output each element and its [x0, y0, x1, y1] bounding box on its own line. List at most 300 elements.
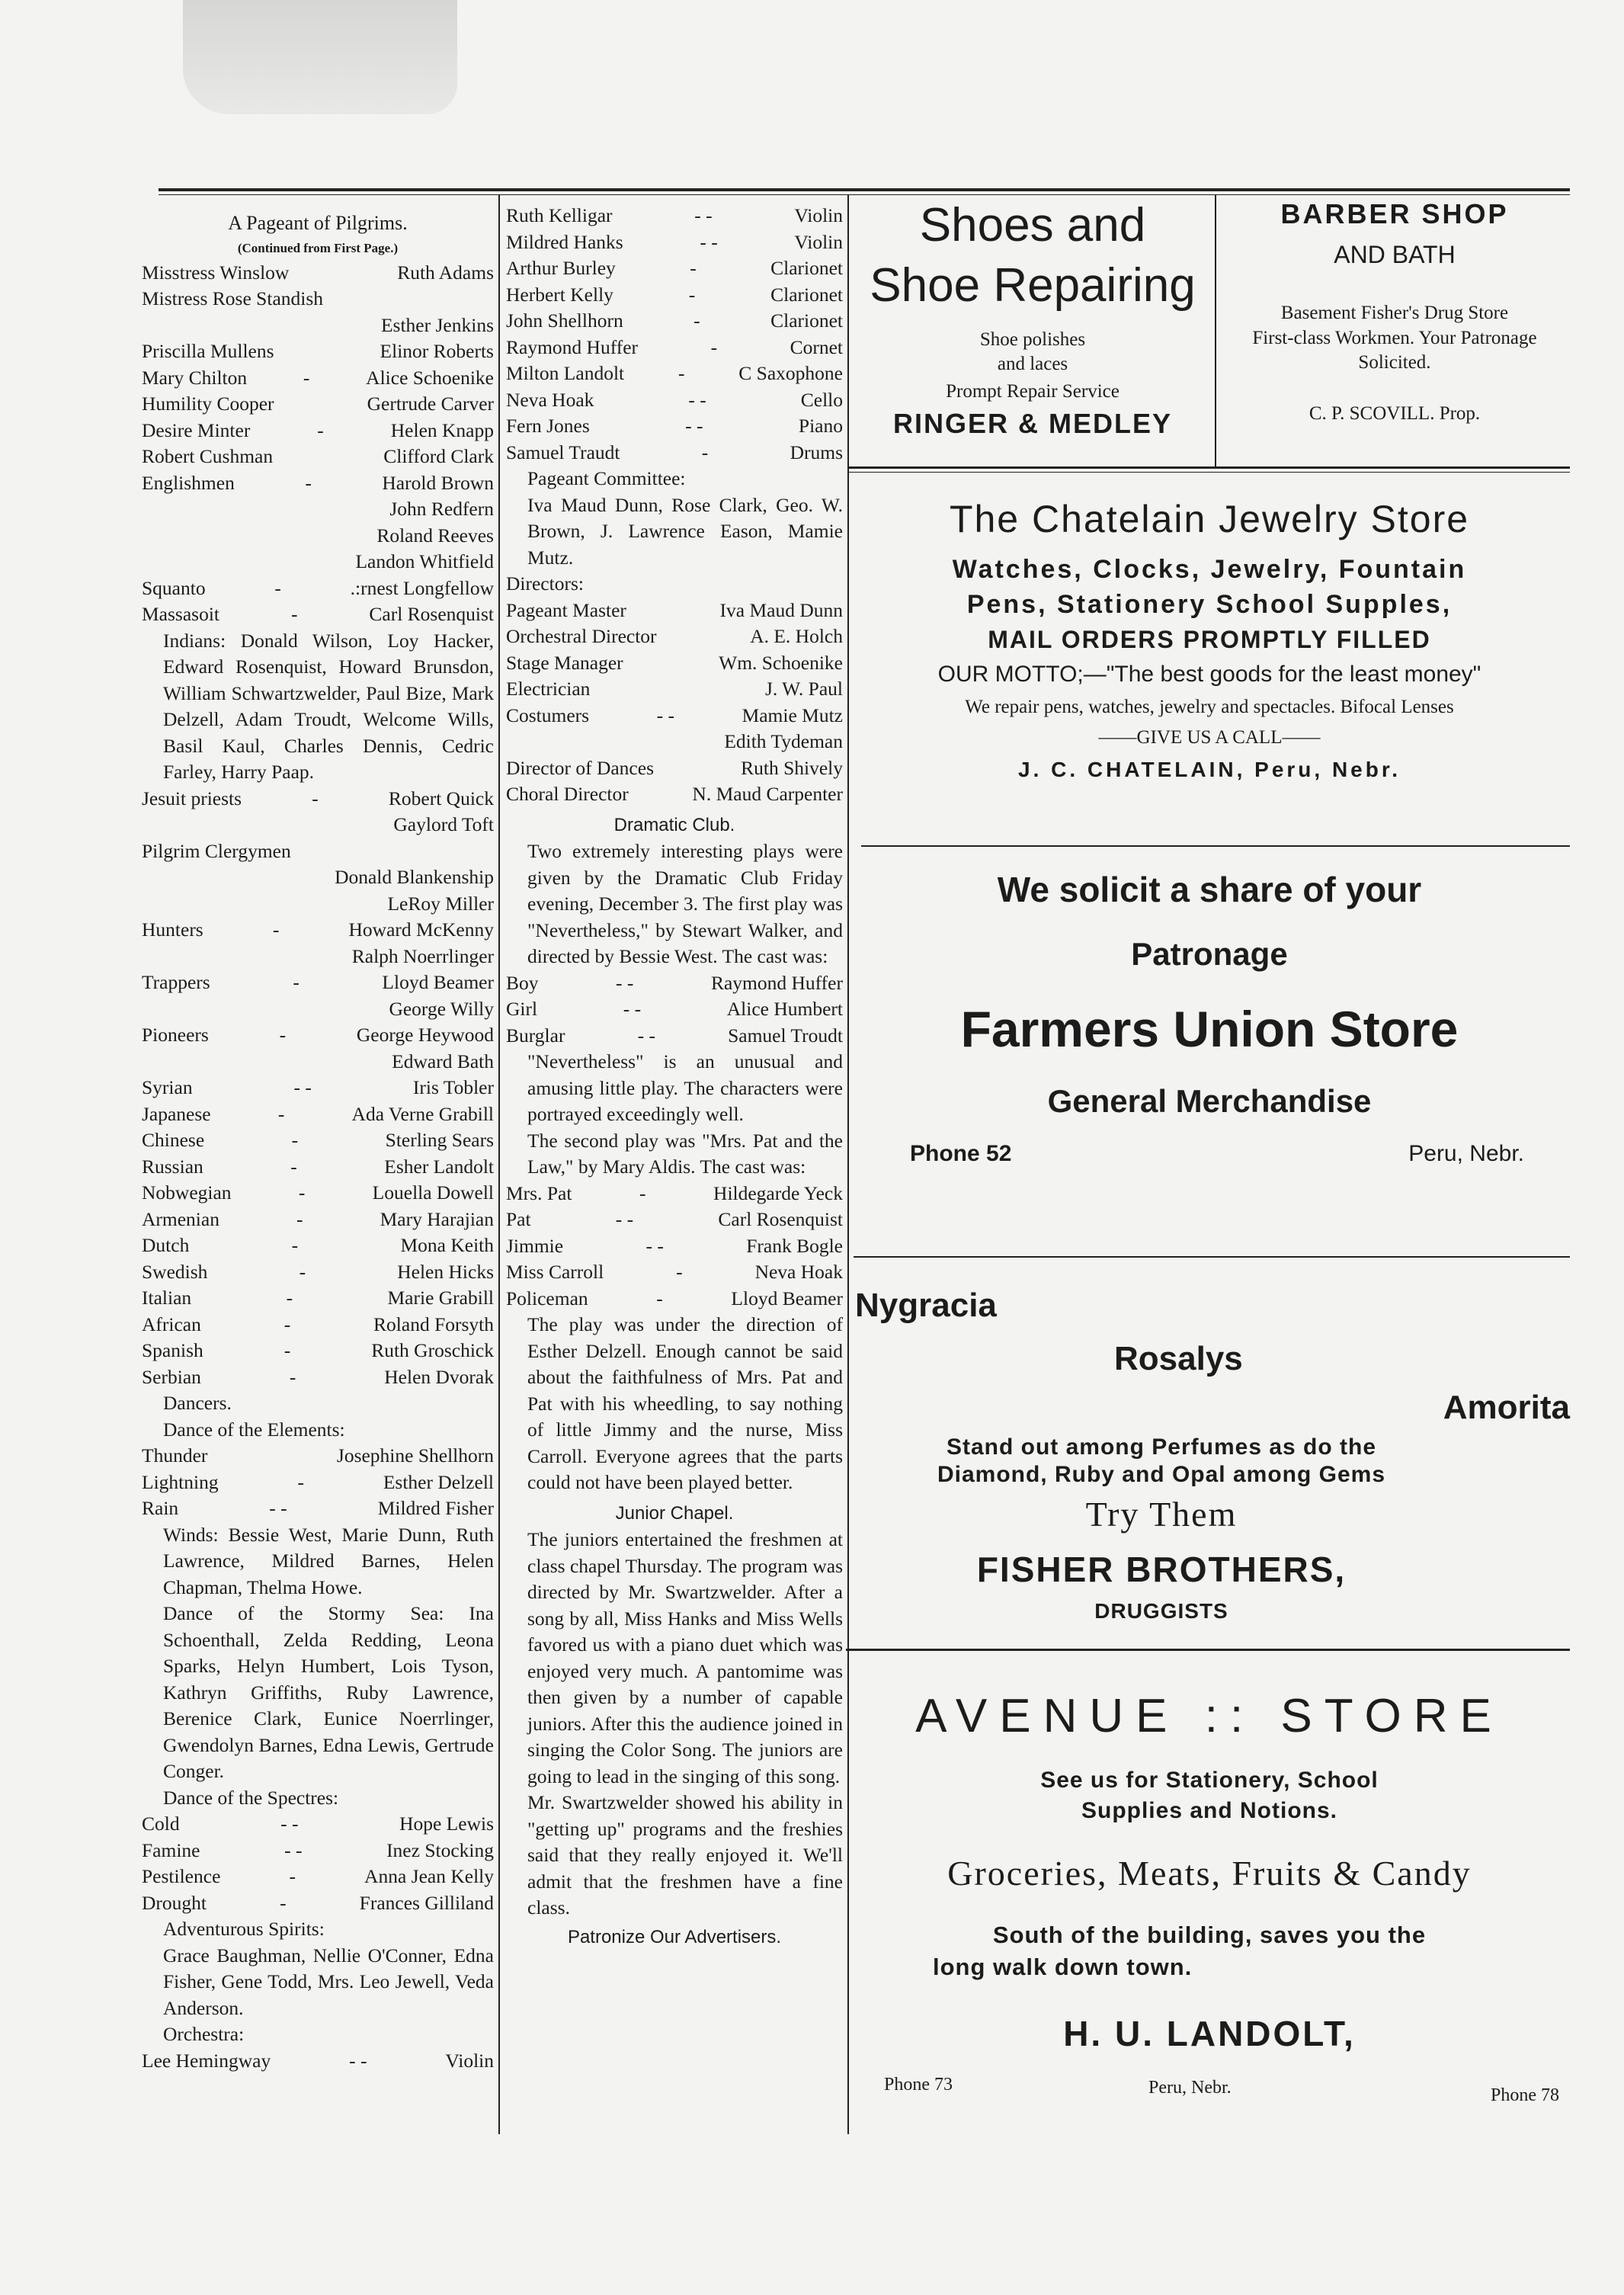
cast-role: Lightning [142, 1470, 219, 1493]
cast-role: Englishmen [142, 471, 235, 494]
cast-actor: Violin [445, 2049, 494, 2072]
cast-row [506, 729, 843, 755]
cast-row [142, 1180, 494, 1207]
cast-actor: Mary Harajian [380, 1207, 494, 1230]
cast-actor: Edith Tydeman [724, 730, 843, 752]
cast-dash: - [656, 1287, 663, 1309]
cast-actor: Cornet [790, 335, 843, 358]
cast-dash [274, 338, 380, 365]
cast-row [506, 650, 843, 677]
ad-divider-vertical [1215, 194, 1216, 467]
cast-dash [142, 313, 381, 339]
cast-role: Thunder [142, 1444, 208, 1466]
pageant-cast-list-2 [142, 786, 494, 1391]
cast-actor: Hildegarde Yeck [713, 1181, 843, 1204]
cast-dash: - [710, 335, 718, 358]
committee-text: Iva Maud Dunn, Rose Clark, Geo. W. Brown, J. Lawrence Eason, Mamie Mutz. [527, 493, 843, 569]
cast-actor: Lloyd Beamer [382, 971, 494, 993]
orchestra-heading: Orchestra: [163, 2023, 245, 2045]
cast-dash [590, 676, 765, 703]
nevertheless-cast [506, 970, 843, 1050]
shoes-title-2: Shoe Repairing [870, 259, 1196, 312]
pageant-cast-list [142, 260, 494, 628]
chatelain-ad [849, 494, 1570, 787]
mrs-pat-cast [506, 1181, 843, 1313]
cast-row [506, 623, 843, 650]
cast-row [142, 1811, 494, 1838]
avenue-place: Peru, Nebr. [1148, 2078, 1232, 2098]
cast-actor: Iris Tobler [412, 1076, 494, 1098]
directors-heading: Directors: [506, 572, 584, 595]
orchestra-list [506, 203, 843, 466]
cast-role: Boy [506, 971, 539, 994]
cast-role: Drought [142, 1891, 207, 1914]
cast-row [142, 1154, 494, 1181]
cast-role: Pestilence [142, 1865, 221, 1887]
cast-role: Burglar [506, 1024, 565, 1047]
dramatic-paragraph-4: The play was under the direction of Esther Delzell. Enough cannot be said about the faithfulness of Mrs. Pat and Pat with his wheedling, to say nothing of little Jimmy and the nurse, Miss Carroll. Everyone agrees that the parts could not have been played better. [527, 1313, 843, 1493]
cast-role: Lee Hemingway [142, 2049, 271, 2072]
cast-dash: - [279, 1024, 287, 1046]
cast-row [506, 598, 843, 624]
cast-actor: Clarionet [770, 309, 843, 332]
cast-role: Squanto [142, 576, 206, 599]
cast-row [142, 891, 494, 918]
cast-row [506, 203, 843, 229]
cast-dash: - [677, 362, 685, 384]
cast-dash: - [693, 309, 700, 332]
cast-role: Miss Carroll [506, 1261, 604, 1283]
cast-dash [142, 864, 335, 891]
cast-row [142, 1864, 494, 1890]
cast-role: Pioneers [142, 1024, 209, 1046]
cast-dash: - [280, 1891, 287, 1914]
cast-role: Serbian [142, 1365, 201, 1388]
cast-row [506, 970, 843, 997]
cast-actor: Ruth Groschick [371, 1339, 494, 1361]
ad-rule-4 [846, 1649, 1570, 1651]
barber-sub: AND BATH [1334, 241, 1456, 268]
cast-dash: - - [656, 704, 674, 726]
cast-role: Dutch [142, 1234, 190, 1256]
cast-row [142, 575, 494, 602]
cast-role: John Shellhorn [506, 309, 623, 332]
avenue-groceries: Groceries, Meats, Fruits & Candy [947, 1854, 1472, 1893]
cast-row [506, 1286, 843, 1313]
cast-actor: Donald Blankenship [335, 866, 494, 888]
patronize-notice: Patronize Our Advertisers. [567, 1926, 782, 1947]
cast-row [142, 970, 494, 996]
cast-dash [142, 549, 355, 575]
farmers-line-1: We solicit a share of your [997, 870, 1422, 909]
shoes-title-1: Shoes and [919, 199, 1146, 252]
cast-row [142, 917, 494, 944]
amorita: Amorita [1443, 1389, 1570, 1426]
cast-dash: - - [349, 2049, 367, 2072]
cast-dash [142, 891, 387, 918]
cast-dash [323, 286, 494, 313]
avenue-line-1: See us for Stationery, School [1040, 1768, 1379, 1793]
cast-dash: - [305, 471, 312, 494]
cast-actor: Mildred Fisher [377, 1497, 494, 1519]
cast-row [142, 549, 494, 575]
cast-dash [142, 944, 352, 970]
cast-dash: - [639, 1181, 646, 1204]
cast-role: Stage Manager [506, 651, 623, 674]
cast-dash: - [290, 1155, 297, 1178]
pageant-title: A Pageant of Pilgrims. [228, 212, 408, 234]
avenue-title: AVENUE :: STORE [915, 1690, 1504, 1742]
cast-role: Famine [142, 1838, 200, 1861]
cast-actor: A. E. Holch [750, 625, 843, 647]
cast-row [142, 365, 494, 392]
chatelain-motto: OUR MOTTO;—"The best goods for the least money" [937, 662, 1481, 687]
cast-row [142, 812, 494, 838]
cast-role: Milton Landolt [506, 362, 625, 384]
cast-actor: Neva Hoak [754, 1261, 843, 1283]
cast-dash: - - [284, 1838, 303, 1861]
cast-role: Girl [506, 998, 538, 1020]
avenue-phone-right: Phone 78 [1491, 2085, 1559, 2105]
cast-actor: .:rnest Longfellow [350, 576, 494, 599]
pageant-continued: (Continued from First Page.) [237, 240, 399, 255]
dramatic-club-title: Dramatic Club. [613, 814, 735, 835]
cast-actor: Clarionet [770, 257, 843, 279]
cast-row [142, 1443, 494, 1470]
cast-dash: - [690, 257, 697, 279]
scan-shadow [183, 0, 457, 114]
cast-actor: Inez Stocking [386, 1838, 494, 1861]
cast-row [142, 786, 494, 813]
fisher-sub: DRUGGISTS [1094, 1599, 1228, 1623]
adventurous-heading: Adventurous Spirits: [163, 1918, 325, 1940]
dramatic-paragraph-2: "Nevertheless" is an unusual and amusing little play. The characters were portrayed exceedingly well. [527, 1050, 843, 1125]
directors-list [506, 598, 843, 808]
cast-actor: Piano [798, 415, 843, 437]
cast-actor: Hope Lewis [399, 1813, 494, 1835]
cast-dash: - [291, 1234, 299, 1256]
cast-role: Electrician [506, 678, 591, 700]
cast-role: Hunters [142, 918, 203, 941]
cast-role: Herbert Kelly [506, 283, 613, 306]
cast-role: Jimmie [506, 1234, 564, 1257]
cast-actor: Roland Reeves [376, 524, 494, 547]
cast-actor: Roland Forsyth [373, 1313, 494, 1335]
cast-role: Swedish [142, 1260, 208, 1283]
cast-actor: Iva Maud Dunn [719, 598, 843, 621]
fisher-name: FISHER BROTHERS, [976, 1550, 1347, 1589]
cast-actor: George Heywood [356, 1024, 494, 1046]
cast-actor: Marie Grabill [387, 1287, 494, 1309]
cast-row [142, 260, 494, 287]
fisher-line-2: Diamond, Ruby and Opal among Gems [937, 1462, 1386, 1487]
cast-actor: Gaylord Toft [393, 813, 494, 835]
cast-row [506, 996, 843, 1023]
cast-dash: - [312, 787, 319, 809]
cast-role: Choral Director [506, 783, 629, 805]
cast-dash: - [676, 1261, 683, 1283]
avenue-south-1: South of the building, saves you the [992, 1922, 1427, 1948]
cast-row [142, 1022, 494, 1049]
cast-dash: - [701, 441, 709, 463]
cast-dash [506, 729, 724, 755]
cast-row [142, 1127, 494, 1154]
cast-actor: Ada Verne Grabill [351, 1102, 494, 1125]
cast-dash [274, 391, 367, 418]
cast-row [142, 1259, 494, 1286]
cast-actor: LeRoy Miller [387, 892, 494, 915]
avenue-line-2: Supplies and Notions. [1081, 1798, 1337, 1823]
cast-dash [654, 755, 741, 782]
chatelain-line-2: Pens, Stationery School Supples, [966, 590, 1453, 619]
cast-dash [142, 523, 376, 550]
cast-actor: Ruth Adams [397, 261, 494, 284]
cast-dash: - [317, 418, 324, 441]
cast-row [142, 1338, 494, 1364]
cast-row [142, 286, 494, 313]
cast-actor: Wm. Schoenike [719, 651, 843, 674]
cast-dash [142, 1049, 392, 1075]
chatelain-call: ——GIVE US A CALL—— [1098, 727, 1321, 748]
cast-row [142, 601, 494, 628]
cast-actor: Helen Knapp [390, 418, 494, 441]
cast-dash: - - [685, 415, 703, 437]
middle-column [506, 203, 843, 1950]
cast-dash [657, 623, 751, 650]
barber-proprietor: C. P. SCOVILL. Prop. [1308, 403, 1481, 424]
cast-actor: Carl Rosenquist [369, 603, 494, 625]
cast-row [142, 996, 494, 1023]
cast-actor: Clarionet [770, 283, 843, 306]
shoes-sub-1: Shoe polishes [979, 329, 1086, 350]
cast-role: Neva Hoak [506, 388, 594, 411]
cast-dash: - [286, 1287, 293, 1309]
cast-actor: Josephine Shellhorn [336, 1444, 494, 1466]
chatelain-title: The Chatelain Jewelry Store [949, 498, 1470, 540]
cast-role: Rain [142, 1497, 179, 1519]
cast-role: Humility Cooper [142, 393, 274, 415]
cast-actor: Drums [790, 441, 843, 463]
cast-dash: - [688, 283, 696, 306]
cast-dash: - [299, 1260, 306, 1283]
cast-dash [273, 444, 383, 470]
nygracia: Nygracia [855, 1287, 997, 1324]
cast-actor: Edward Bath [392, 1050, 494, 1072]
cast-role: Nobwegian [142, 1181, 232, 1204]
cast-actor: Ralph Noerrlinger [351, 944, 494, 967]
farmers-ad [849, 865, 1570, 1179]
shoes-sub-3: Prompt Repair Service [946, 381, 1120, 402]
cast-dash: - [283, 1313, 291, 1335]
cast-row [142, 1890, 494, 1917]
fisher-try: Try Them [1085, 1495, 1238, 1534]
cast-role: Raymond Huffer [506, 335, 639, 358]
cast-actor: Alice Schoenike [366, 366, 494, 389]
cast-dash [626, 598, 720, 624]
cast-actor: Frank Bogle [746, 1234, 843, 1257]
cast-role: Cold [142, 1813, 180, 1835]
cast-role: Desire Minter [142, 418, 251, 441]
avenue-contact [849, 2075, 1570, 2105]
avenue-phone-left: Phone 73 [884, 2075, 953, 2095]
cast-row [142, 444, 494, 470]
ad-rule-2 [861, 845, 1570, 847]
cast-role: Massasoit [142, 603, 219, 625]
top-rule [159, 188, 1570, 191]
stormy-sea-text: Dance of the Stormy Sea: Ina Schoenthall, Zelda Redding, Leona Sparks, Helyn Humbert, Lois Tyson, Kathryn Griffiths, Ruby Lawrence, Berenice Clark, Eunice Noerrlinger, Gwendolyn Barnes, Edna Lewis, Gertrude Conger. [163, 1602, 494, 1782]
cast-role: Chinese [142, 1129, 205, 1151]
chatelain-line-3: MAIL ORDERS PROMPTLY FILLED [988, 626, 1431, 653]
cast-row [142, 1470, 494, 1496]
cast-actor: Violin [794, 204, 843, 226]
cast-row [506, 387, 843, 414]
cast-dash: - [298, 1181, 306, 1204]
cast-role: Ruth Kelligar [506, 204, 613, 226]
cast-actor: Raymond Huffer [710, 971, 843, 994]
cast-dash: - [303, 366, 310, 389]
cast-row [142, 391, 494, 418]
junior-chapel-title: Junior Chapel. [615, 1502, 734, 1524]
cast-dash: - - [688, 388, 706, 411]
cast-dash: - [289, 1865, 296, 1887]
cast-dash [623, 650, 719, 677]
cast-actor: Esther Delzell [383, 1470, 494, 1493]
cast-row [142, 1364, 494, 1391]
cast-row [142, 1838, 494, 1864]
ad-rule-1b [849, 472, 1570, 473]
cast-actor: J. W. Paul [764, 678, 843, 700]
cast-role: Jesuit priests [142, 787, 242, 809]
pageant-column [142, 210, 494, 2074]
cast-row [142, 470, 494, 497]
cast-row [506, 676, 843, 703]
committee-heading: Pageant Committee: [527, 467, 686, 489]
cast-actor: Helen Dvorak [384, 1365, 494, 1388]
chatelain-line-1: Watches, Clocks, Jewelry, Fountain [952, 555, 1467, 584]
cast-row [142, 1285, 494, 1312]
cast-row [142, 418, 494, 444]
cast-row [142, 523, 494, 550]
cast-role: Syrian [142, 1076, 193, 1098]
cast-role: Mistress Rose Standish [142, 287, 324, 309]
cast-role: Director of Dances [506, 756, 654, 779]
cast-row [506, 703, 843, 729]
cast-dash [207, 1443, 337, 1470]
column-divider-1 [498, 194, 500, 2134]
cast-row [142, 1101, 494, 1128]
cast-actor: Gertrude Carver [367, 393, 494, 415]
shoes-ad [854, 197, 1212, 441]
cast-actor: Howard McKenny [348, 918, 494, 941]
cast-row [142, 1495, 494, 1522]
cast-dash: - [297, 1470, 304, 1493]
cast-dash: - [290, 603, 298, 625]
cast-role: Misstress Winslow [142, 261, 290, 284]
cast-dash: - - [615, 1208, 634, 1230]
pageant-dancers: Dancers. [163, 1392, 232, 1414]
cast-role: Robert Cushman [142, 445, 274, 467]
cast-actor: Clifford Clark [383, 445, 494, 467]
cast-dash: - - [616, 971, 634, 994]
adventurous-text: Grace Baughman, Nellie O'Conner, Edna Fisher, Gene Todd, Mrs. Leo Jewell, Veda Anderson. [163, 1944, 494, 2019]
cast-actor: Mamie Mutz [742, 704, 843, 726]
cast-row [506, 255, 843, 282]
cast-row [506, 413, 843, 440]
cast-row [142, 864, 494, 891]
spectres-list [142, 1811, 494, 1916]
cast-row [506, 1023, 843, 1050]
cast-role: Orchestral Director [506, 625, 657, 647]
cast-actor: Robert Quick [388, 787, 494, 809]
rosalys: Rosalys [1114, 1340, 1243, 1377]
cast-row [506, 781, 843, 808]
shoes-business-name: RINGER & MEDLEY [892, 408, 1173, 439]
avenue-ad [849, 1684, 1570, 2105]
cast-dash: - - [637, 1024, 655, 1047]
cast-dash: - [289, 1365, 296, 1388]
cast-dash: - - [645, 1234, 664, 1257]
chatelain-name: J. C. CHATELAIN, Peru, Nebr. [1018, 758, 1401, 781]
farmers-phone: Phone 52 [910, 1141, 1012, 1166]
cast-row [142, 496, 494, 523]
farmers-title: Farmers Union Store [960, 1001, 1459, 1057]
cast-actor: Landon Whitfield [355, 550, 494, 572]
cast-role: Trappers [142, 971, 210, 993]
cast-role: Armenian [142, 1207, 219, 1230]
cast-actor: Harold Brown [382, 471, 494, 494]
cast-role: Fern Jones [506, 415, 590, 437]
avenue-owner: H. U. LANDOLT, [1063, 2014, 1356, 2053]
cast-role: Mrs. Pat [506, 1181, 572, 1204]
cast-dash: - - [700, 230, 718, 253]
cast-row [506, 440, 843, 466]
cast-dash [289, 260, 397, 287]
cast-row [506, 308, 843, 335]
cast-dash [629, 781, 693, 808]
cast-dash: - [274, 576, 281, 599]
cast-row [142, 1232, 494, 1259]
dramatic-paragraph-1: Two extremely interesting plays were given by the Dramatic Club Friday evening, December 3. The first play was "Nevertheless," by Stewart Walker, and directed by Bessie West. The cast was: [527, 840, 843, 967]
cast-dash: - [291, 1129, 299, 1151]
cast-actor: Louella Dowell [372, 1181, 494, 1204]
orchestra-first-row [142, 2048, 494, 2075]
junior-paragraph-1: The juniors entertained the freshmen at class chapel Thursday. The program was directed by Mr. Swartzwelder. After a song by all, Miss Hanks and Miss Wells favored us with a piano duet which was enjoyed very much. A pantomime was then given by a number of capable juniors. After this the audience joined in singing the Color Song. The juniors are going to lead in the singing of this song. [527, 1528, 843, 1787]
cast-actor: C Saxophone [738, 362, 843, 384]
cast-actor: Samuel Troudt [728, 1024, 843, 1047]
elements-list [142, 1443, 494, 1522]
cast-dash: - [293, 971, 299, 993]
cast-dash: - [272, 918, 280, 941]
cast-role: Mildred Hanks [506, 230, 623, 253]
cast-role: Russian [142, 1155, 203, 1178]
cast-row [506, 1259, 843, 1286]
cast-role: Pageant Master [506, 598, 626, 621]
cast-actor: Helen Hicks [397, 1260, 494, 1283]
cast-row [506, 1233, 843, 1260]
cast-row [506, 361, 843, 387]
cast-actor: Lloyd Beamer [731, 1287, 843, 1309]
cast-row [142, 313, 494, 339]
cast-row [506, 229, 843, 256]
cast-role: African [142, 1313, 201, 1335]
barber-ad [1219, 197, 1570, 427]
cast-actor: Mona Keith [400, 1234, 494, 1256]
cast-actor: Frances Gilliland [359, 1891, 494, 1914]
cast-actor: Sterling Sears [385, 1129, 494, 1151]
cast-actor: Violin [794, 230, 843, 253]
pageant-indians: Indians: Donald Wilson, Loy Hacker, Edward Rosenquist, Howard Brunsdon, William Schwartzwelder, Paul Bize, Mark Delzell, Adam Troudt, Welcome Wills, Basil Kaul, Charles Dennis, Cedric Farley, Harry Paap. [163, 629, 494, 783]
cast-role: Costumers [506, 704, 590, 726]
